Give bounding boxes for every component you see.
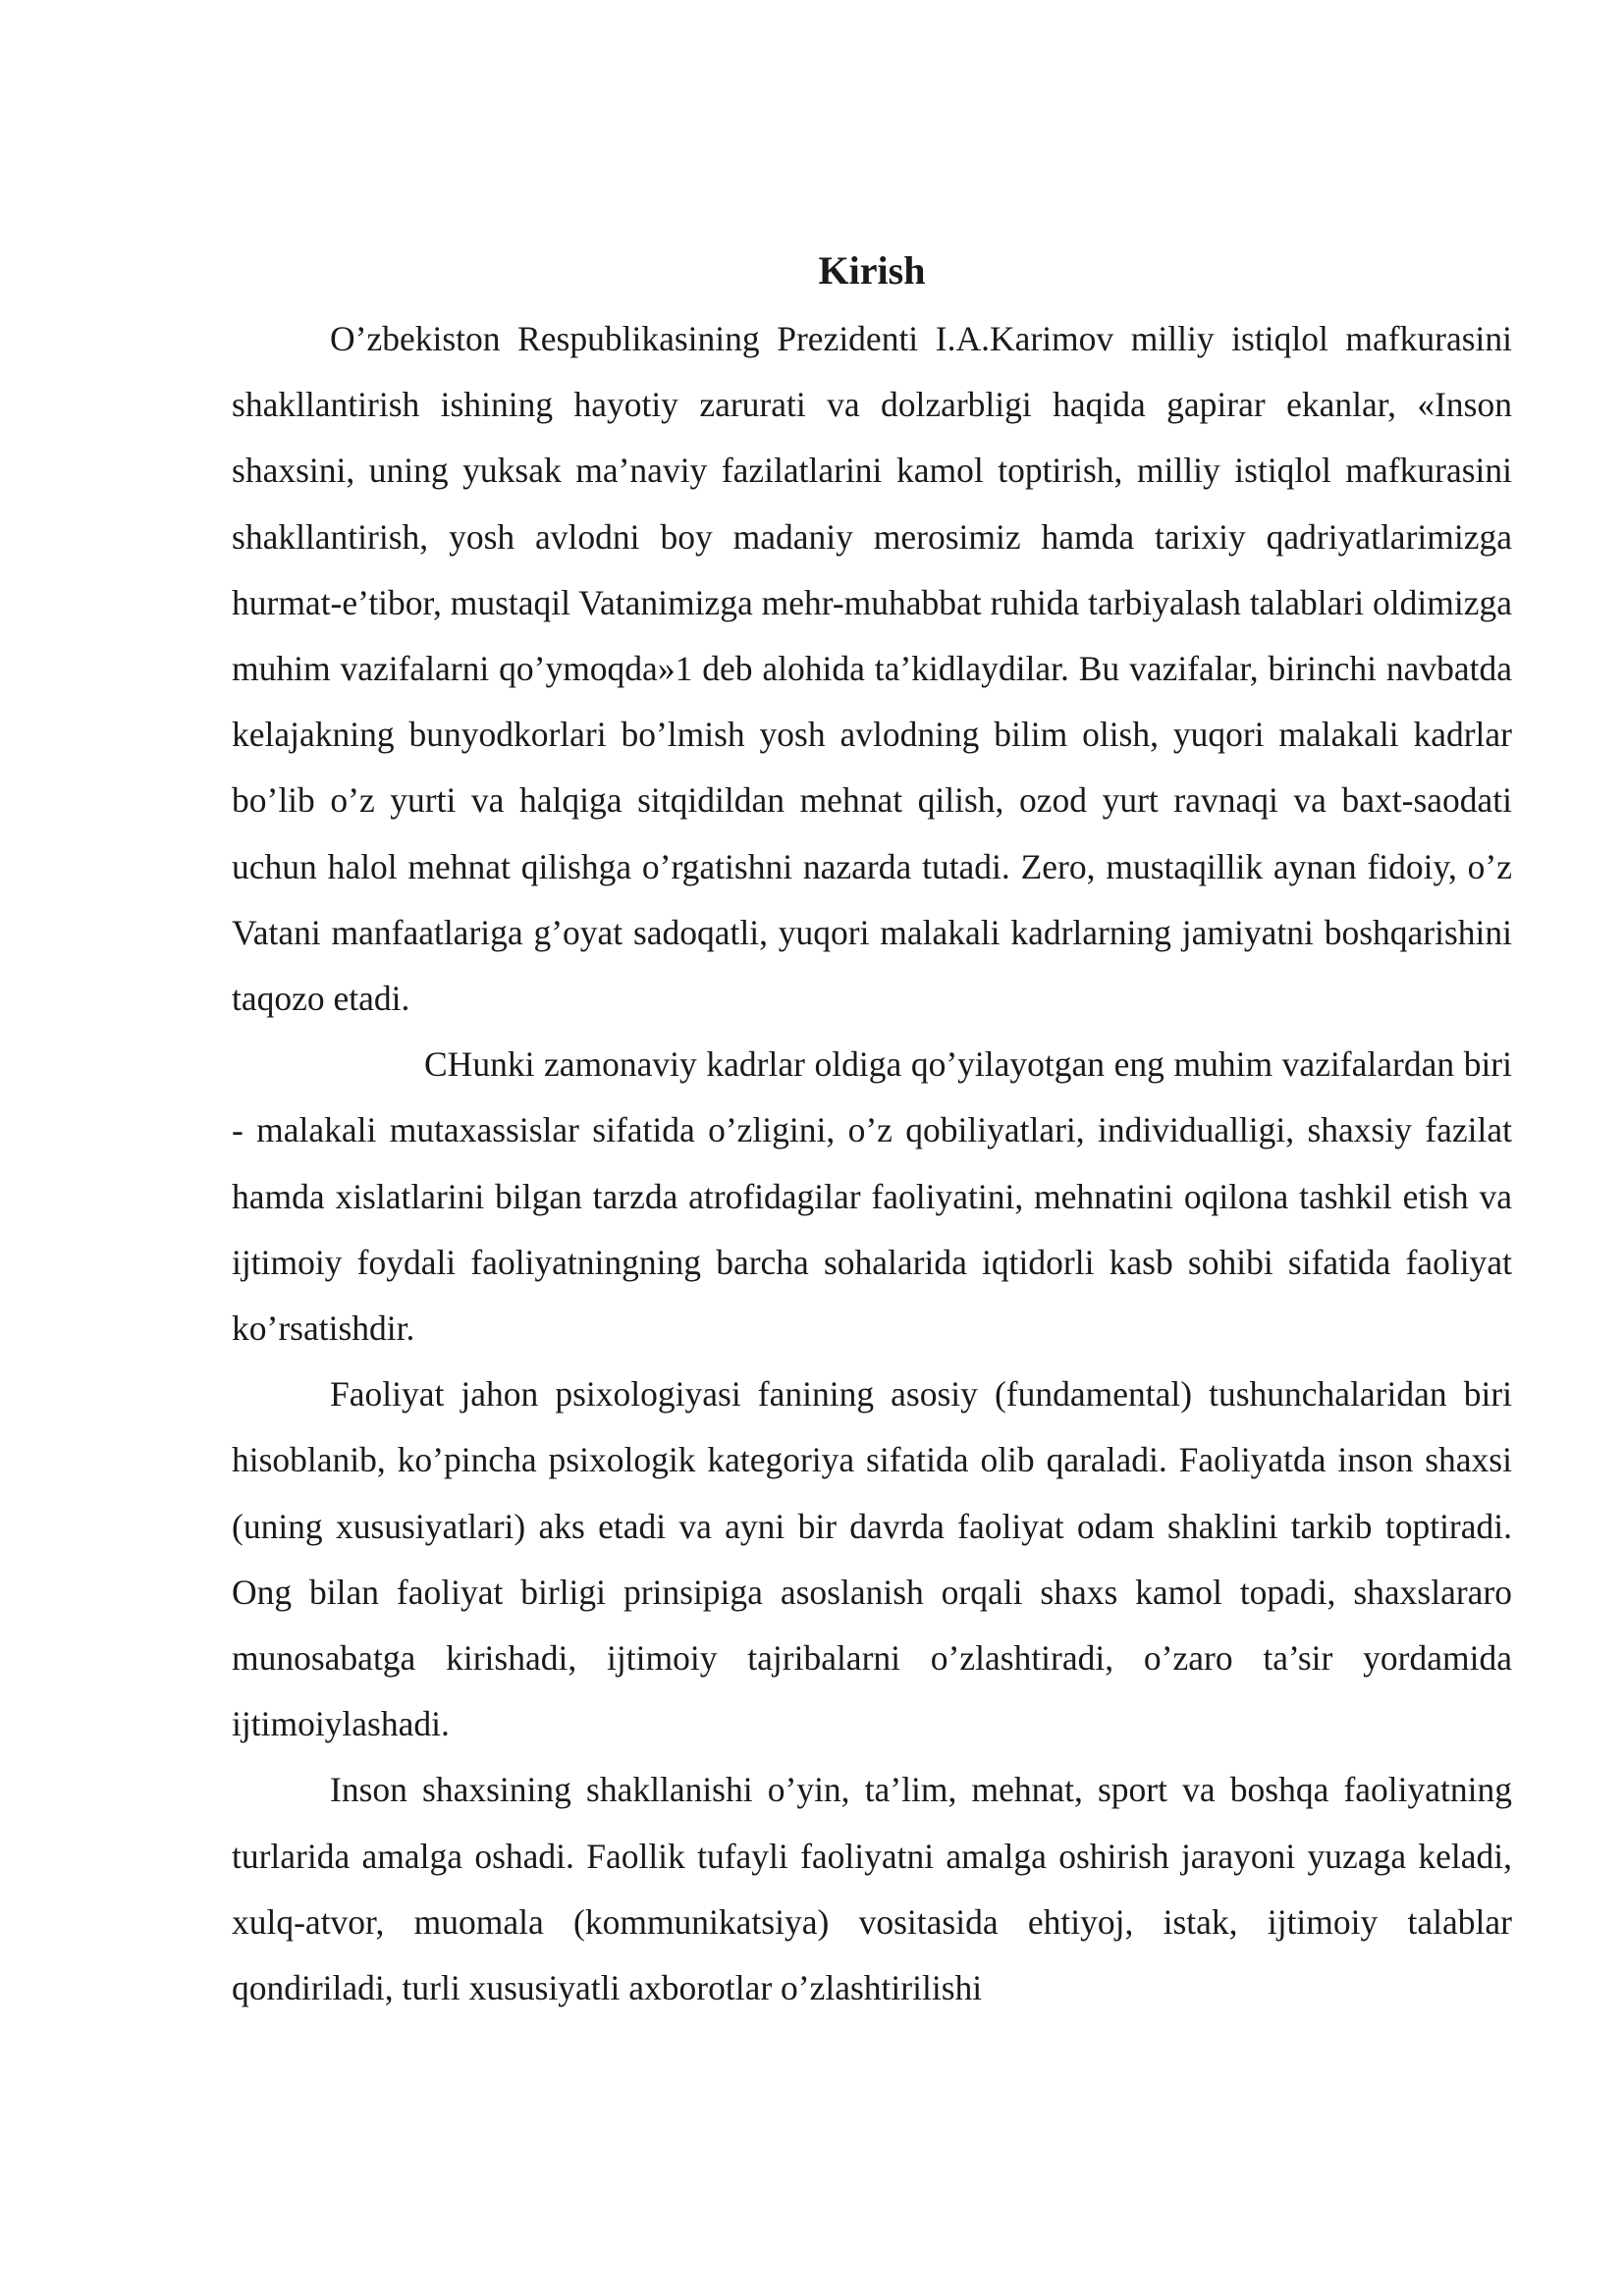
paragraph-2: CHunki zamonaviy kadrlar oldiga qo’yilayotgan eng muhim vazifalardan biri - malakali mutaxassislar sifatida o’zligini, o’z qobiliyatlari, individualligi, shaxsiy fazilat hamda xislatlarini bilgan tarzda atrofidagilar faoliyatini, mehnatini oqilona tashkil etish va ijtimoiy foydali faoliyatningning barcha sohalarida iqtidorli kasb sohibi sifatida faoliyat ko’rsatishdir. xyxy=(232,1044,1512,1349)
document-title: Kirish xyxy=(818,248,926,293)
paragraph-1: O’zbekiston Respublikasining Prezidenti I.A.Karimov milliy istiqlol mafkurasini shakllantirish ishining hayotiy zarurati va dolzarbligi haqida gapirar ekanlar, «Inson shaxsini, uning yuksak ma’naviy fazilatlarini kamol toptirish, milliy istiqlol mafkurasini shakllantirish, yosh avlodni boy madaniy merosimiz hamda tarixiy qadriyatlarimizga hurmat-e’tibor, mustaqil Vatanimizga mehr-muhabbat ruhida tarbiyalash talablari oldimizga muhim vazifalarni qo’ymoqda»1 deb alohida ta’kidlaydilar. Bu vazifalar, birinchi navbatda kelajakning bunyodkorlari bo’lmish yosh avlodning bilim olish, yuqori malakali kadrlar bo’lib o’z yurti va halqiga sitqidildan mehnat qilish, ozod yurt ravnaqi va baxt-saodati uchun halol mehnat qilishga o’rgatishni nazarda tutadi. Zero, mustaqillik aynan fidoiy, o’z Vatani manfaatlariga g’oyat sadoqatli, yuqori malakali kadrlarning jamiyatni boshqarishini taqozo etadi. xyxy=(232,319,1512,1019)
document-body xyxy=(232,236,1512,2021)
paragraph-4: Inson shaxsining shakllanishi o’yin, ta’lim, mehnat, sport va boshqa faoliyatning turlarida amalga oshadi. Faollik tufayli faoliyatni amalga oshirish jarayoni yuzaga keladi, xulq-atvor, muomala (kommunikatsiya) vositasida ehtiyoj, istak, ijtimoiy talablar qondiriladi, turli xususiyatli axborotlar o’zlashtirilishi xyxy=(232,1770,1512,2008)
paragraph-3: Faoliyat jahon psixologiyasi fanining asosiy (fundamental) tushunchalaridan biri hisoblanib, ko’pincha psixologik kategoriya sifatida olib qaraladi. Faoliyatda inson shaxsi (uning xususiyatlari) aks etadi va ayni bir davrda faoliyat odam shaklini tarkib toptiradi. Ong bilan faoliyat birligi prinsipiga asoslanish orqali shaxs kamol topadi, shaxslararo munosabatga kirishadi, ijtimoiy tajribalarni o’zlashtiradi, o’zaro ta’sir yordamida ijtimoiylashadi. xyxy=(232,1374,1512,1744)
